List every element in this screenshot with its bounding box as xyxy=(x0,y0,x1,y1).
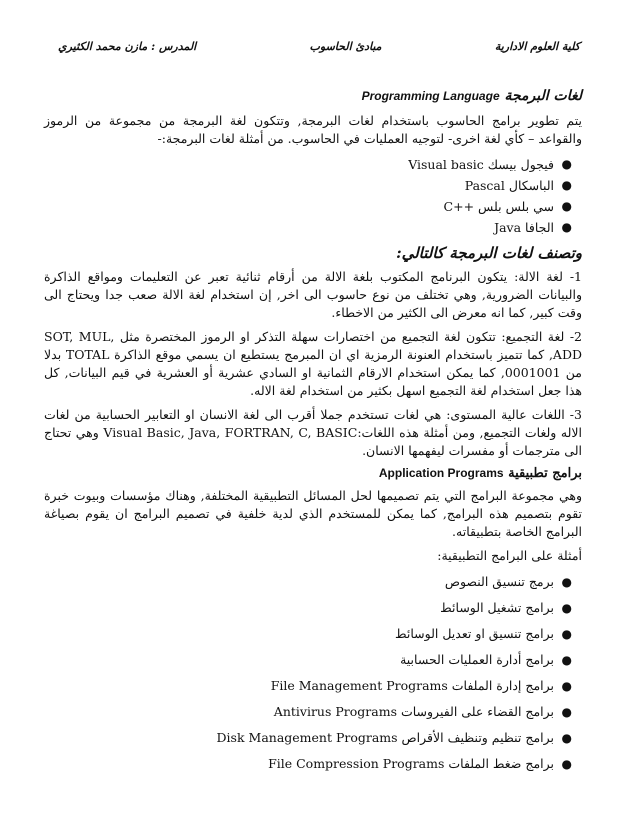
list-item xyxy=(44,154,572,175)
bullet-icon: ● xyxy=(561,731,572,745)
list-item-text: برامج القضاء على الفيروسات Antivirus Programs xyxy=(273,704,554,719)
bullet-icon: ● xyxy=(561,178,572,192)
bullet-icon: ● xyxy=(561,679,572,693)
bullet-icon: ● xyxy=(561,757,572,771)
programming-language-intro: يتم تطوير برامج الحاسوب باستخدام لغات البرمجة, وتتكون لغة البرمجة من مجموعة من الرموز والقواعد – كأي لغة اخرى- لتوجيه العمليات في الحاسوب. من أمثلة لغات البرمجة:- xyxy=(44,113,582,146)
language-examples-list xyxy=(44,154,582,238)
language-type-high-level: 3- اللغات عالية المستوى: هي لغات تستخدم جملا أقرب الى لغة الانسان او التعابير الحسابية من لغات الاله ولغات التجميع, ومن أمثلة هذه اللغات:Visual Basic, Java, FORTRAN, C, BASIC وهي تحتاج الى مترجمات أو مفسرات ليفهمها الانسان. xyxy=(44,407,583,458)
language-type-machine: 1- لغة الالة: يتكون البرنامج المكتوب بلغة الالة من أرقام ثنائية تعبر عن التعليمات ومواقع الذاكرة والبيانات الضرورية, وهي تختلف من نوع حاسوب الى اخر, إن استخدام لغة الالة صعب جدا ويحتاج الى وقت كبير, كما انه معرض الى الكثير من الاخطاء. xyxy=(44,269,582,320)
list-item xyxy=(44,751,572,777)
application-examples-list xyxy=(44,569,582,777)
list-item-text: الجافا Java xyxy=(494,220,554,235)
list-item xyxy=(44,725,572,751)
bullet-icon: ● xyxy=(561,627,572,641)
title-english: Programming Language xyxy=(361,89,500,103)
header-instructor: المدرس : مازن محمد الكثيري xyxy=(58,39,197,53)
list-item xyxy=(44,647,572,673)
list-item-text: فيجول بيسك Visual basic xyxy=(408,157,554,172)
list-item-text: برامج تنسيق او تعديل الوسائط xyxy=(395,626,554,641)
list-item xyxy=(44,621,572,647)
list-item xyxy=(44,175,572,196)
section-application-programs-title xyxy=(44,466,582,481)
list-item-text: برامج ضغط الملفات File Compression Programs xyxy=(268,756,554,771)
list-item xyxy=(44,595,572,621)
list-item-text: برامج إدارة الملفات File Management Programs xyxy=(270,678,554,693)
page-header xyxy=(58,36,580,56)
header-course: مبادئ الحاسوب xyxy=(309,39,382,53)
list-item-text: برامج أدارة العمليات الحسابية xyxy=(400,652,554,667)
bullet-icon: ● xyxy=(561,220,572,234)
list-item xyxy=(44,569,572,595)
list-item xyxy=(44,673,572,699)
header-college: كلية العلوم الادارية xyxy=(494,39,580,53)
list-item-text: برامج تشغيل الوسائط xyxy=(440,600,554,615)
bullet-icon: ● xyxy=(561,653,572,667)
section-programming-language-title xyxy=(44,88,582,104)
application-examples-label: أمثلة على البرامج التطبيقية: xyxy=(437,548,582,563)
bullet-icon: ● xyxy=(561,575,572,589)
application-programs-intro: وهي مجموعة البرامج التي يتم تصميمها لحل المسائل التطبيقية المختلفة, وهناك مؤسسات وبيوت خبرة تقوم بتصميم هذه البرامج, كما يمكن للمستخدم الذي لدية خلفية في تصميم البرامج ان يقوم بصياغة البرامج الخاصة بتطبيقاته. xyxy=(44,488,582,539)
bullet-icon: ● xyxy=(561,199,572,213)
language-type-assembly: 2- لغة التجميع: تتكون لغة التجميع من اختصارات سهلة التذكر او الرموز المختصرة مثل SOT, MUL, ADD, كما تتميز باستخدام العنونة الرمزية اي ان المبرمج يستطيع ان يسمي موقع الذاكرة TOTAL بدلا من 0001001, كما يمكن استخدام الارقام الثمانية او السادي عشرية أو العشرية في قيم البيانات, كل هذا جعل استخدام لغة التجميع اسهل بكثير من استخدام لغة الاله. xyxy=(44,329,583,398)
bullet-icon: ● xyxy=(561,157,572,171)
list-item-text: برمج تنسيق النصوص xyxy=(444,574,554,589)
list-item-text: برامج تنظيم وتنظيف الأقراص Disk Management Programs xyxy=(216,730,554,745)
list-item-text: الباسكال Pascal xyxy=(464,178,554,193)
list-item-text: سي بلس بلس ++C xyxy=(443,199,554,214)
title-english: Application Programs xyxy=(378,466,504,480)
title-arabic: برامج تطبيقية xyxy=(508,466,582,481)
bullet-icon: ● xyxy=(561,705,572,719)
document-body xyxy=(44,88,582,783)
list-item xyxy=(44,196,572,217)
title-arabic: لغات البرمجة xyxy=(504,88,582,104)
list-item xyxy=(44,217,572,238)
classification-title: وتصنف لغات البرمجة كالتالي: xyxy=(396,244,582,262)
list-item xyxy=(44,699,572,725)
bullet-icon: ● xyxy=(561,601,572,615)
